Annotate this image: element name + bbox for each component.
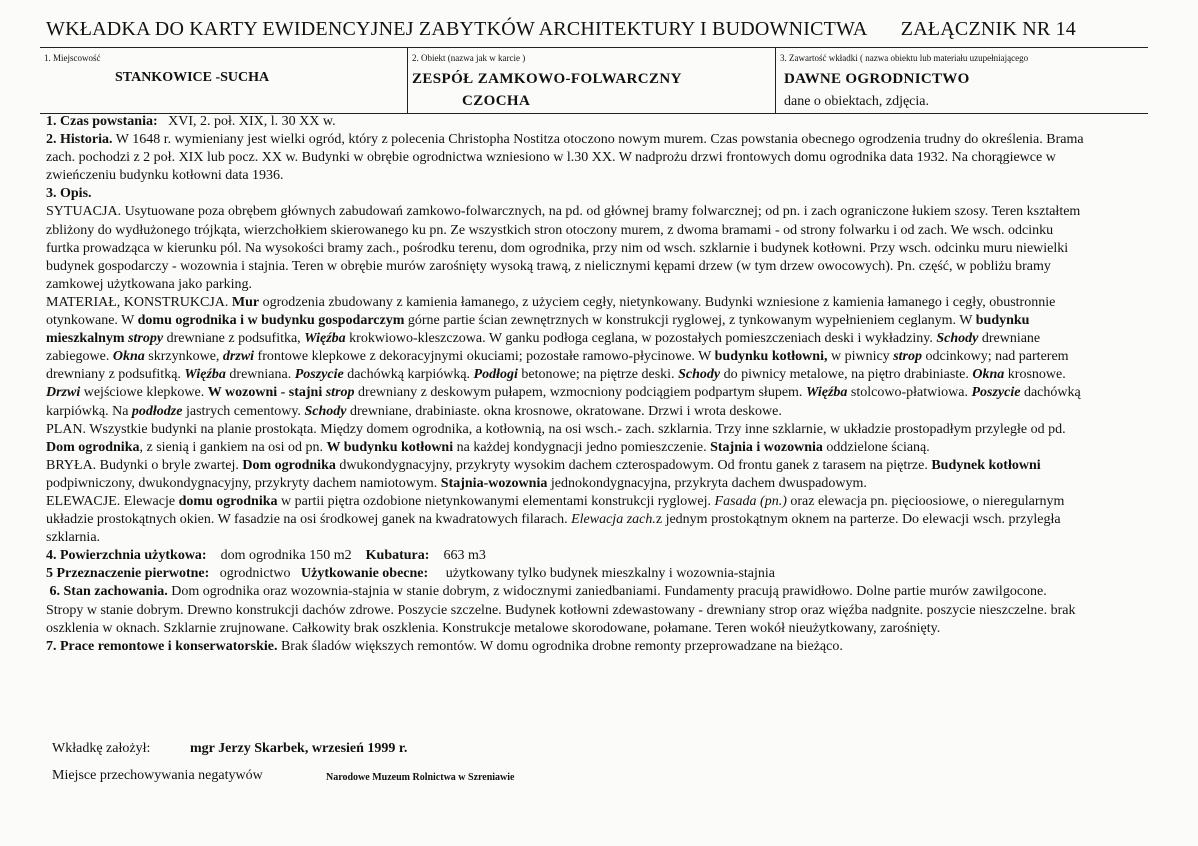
- massing-text-3: podpiwniczony, dwukondygnacyjny, przykryty dachem namiotowym.: [46, 475, 438, 491]
- material-text-19: jastrych cementowy.: [185, 403, 301, 419]
- object-value-line2: CZOCHA: [462, 93, 531, 109]
- material-ceilings: stropy: [128, 331, 164, 347]
- negatives-storage-value: Narodowe Muzeum Rolnictwa w Szreniawie: [326, 772, 515, 783]
- construction-date-value: XVI, 2. poł. XIX, l. 30 XX w.: [168, 114, 336, 129]
- construction-date-label: 1. Czas powstania:: [46, 114, 158, 129]
- plan-stable: Stajnia i wozownia: [710, 439, 823, 455]
- renovation-text: Brak śladów większych remontów. W domu ogrodnika drobne remonty przeprowadzane na bieżąco.: [280, 638, 843, 654]
- material-truss-2: Więźba: [184, 367, 226, 383]
- material-floor-3: podłodze: [131, 403, 183, 419]
- material-floors: Podłogi: [473, 367, 518, 383]
- document-body: [46, 113, 1086, 656]
- elevations-text-3: oraz elewacja pn. pięcioosiowe, o nieregularnym układzie prostokątnych okien. W fasadzie na osi środkowej ganek na kwadratowych filarach.: [46, 493, 1065, 528]
- massing-text-1: BRYŁA. Budynki o bryle zwartej.: [46, 457, 239, 473]
- founder-label: Wkładkę założył:: [52, 741, 151, 756]
- original-purpose-value: ogrodnictwo: [219, 566, 291, 582]
- history-label: 2. Historia.: [46, 132, 113, 148]
- paragraph-situation: SYTUACJA. Usytuowane poza obrębem głównych zabudowań zamkowo-folwarcznych, na pd. od głównej bramy folwarcznej; od pn. i zach ograniczone łukiem szosy. Teren kształtem zbliżony do wydłużonego trójkąta, wierzchołkiem skierowanego ku pn. Ze wszystkich stron otoczony murem, z dwoma bramami - od strony folwarku i od zach. We wsch. odcinku furtka prowadząca w kierunku pól. Na wysokości bramy zach., pośrodku terenu, dom ogrodnika, przy nim od wsch. szklarnie i budynek kotłowni. Przy wsch. odcinku muru niewielki budynek gospodarczy - wozownia i stajnia. Teren w obrębie murów zarośnięty wysoką trawą, z nielicznymi kępami drzew (w tym drzew owocowych). Pn. część, w pobliżu bramy zamkowej użytkowana jako parking.: [46, 204, 1081, 292]
- material-truss: Więźba: [304, 331, 346, 347]
- elevations-text-1: ELEWACJE. Elewacje: [46, 493, 176, 509]
- condition-text: Dom ogrodnika oraz wozownia-stajnia w stanie dobrym, z widocznymi zaniedbaniami. Fundamenty pracują prawidłowo. Dolne partie murów zawilgocone. Stropy w stanie dobrym. Drewno konstrukcji dachów zdrowe. Poszycie szczelne. Budynek kotłowni zdewastowany - drewniany strop oraz więźba nadgnite. poszycie nieszczelne. brak oszklenia w oknach. Szklarnie zrujnowane. Całkowity brak oszklenia. Konstrukcje metalowe skorodowane, połamane. Teren wokół nieużytkowany, zarośnięty.: [46, 584, 1076, 636]
- elevations-house: domu ogrodnika: [178, 493, 278, 509]
- condition-label: 6. Stan zachowania.: [49, 584, 168, 600]
- document-title: WKŁADKA DO KARTY EWIDENCYJNEJ ZABYTKÓW ARCHITEKTURY I BUDOWNICTWA: [46, 18, 868, 40]
- material-text-4: krokwiowo-kleszczowa. W ganku podłoga ceglana, w pozostałych pomieszczeniach deski i wykładziny.: [349, 331, 933, 347]
- material-text-6: skrzynkowe,: [148, 349, 220, 365]
- plan-text-4: oddzielone ścianą.: [826, 439, 930, 455]
- material-text-14: krosnowe.: [1007, 367, 1066, 383]
- locality-value: STANKOWICE -SUCHA: [115, 70, 270, 85]
- annex-number: ZAŁĄCZNIK NR 14: [900, 18, 1076, 40]
- material-boiler: budynku kotłowni,: [714, 349, 828, 365]
- material-coach-house: W wozowni - stajni: [207, 385, 323, 401]
- material-doors: drzwi: [222, 349, 255, 365]
- locality-label: 1. Miejscowość: [44, 53, 101, 63]
- material-text-3: drewniane z podsufitka,: [166, 331, 301, 347]
- material-text-10: drewniana.: [229, 367, 292, 383]
- volume-label: Kubatura:: [365, 548, 430, 564]
- original-purpose-label: 5 Przeznaczenie pierwotne:: [46, 566, 210, 582]
- material-ceiling-3: strop: [325, 385, 355, 401]
- material-ceiling-2: strop: [893, 349, 922, 365]
- material-text-8: w piwnicy: [830, 349, 890, 365]
- object-value-line1: ZESPÓŁ ZAMKOWO-FOLWARCZNY: [412, 71, 682, 87]
- paragraph-massing: [46, 457, 1086, 493]
- object-cell: [407, 48, 775, 113]
- usable-area-label: 4. Powierzchnia użytkowa:: [46, 548, 207, 564]
- material-stairs-3: Schody: [304, 403, 347, 419]
- renovation-label: 7. Prace remontowe i konserwatorskie.: [46, 638, 278, 654]
- content-cell: [775, 48, 1149, 113]
- material-doors-2: Drzwi: [46, 385, 81, 401]
- material-text-16: drewniany z deskowym pułapem, wzmocniony podciągiem podpartym słupem.: [358, 385, 803, 401]
- elevations-text-2: w partii piętra ozdobione nietynkowanymi elementami konstrukcji ryglowej.: [281, 493, 712, 509]
- section-history: [46, 131, 1086, 185]
- massing-text-4: jednokondygnacyjna, przykryta dachem dwuspadowym.: [550, 475, 867, 491]
- massing-stable: Stajnia-wozownia: [440, 475, 548, 491]
- material-text-12: betonowe; na piętrze deski.: [521, 367, 675, 383]
- material-heading: MATERIAŁ, KONSTRUKCJA.: [46, 294, 229, 310]
- material-text-18: dachówką karpiówką. Na: [46, 385, 1081, 419]
- material-text-11: dachówką karpiówką.: [347, 367, 471, 383]
- volume-value: 663 m3: [443, 548, 486, 564]
- section-condition: [46, 583, 1086, 637]
- current-use-value: użytkowany tylko budynek mieszkalny i wozownia-stajnia: [445, 566, 776, 582]
- section-description-heading: [46, 185, 1086, 203]
- material-text-9: odcinkowy; nad parterem drewniany z podsufitką.: [46, 349, 1069, 383]
- section-renovation: [46, 638, 1086, 656]
- material-truss-3: Więźba: [805, 385, 848, 401]
- paragraph-plan: [46, 421, 1086, 457]
- massing-text-2: dwukondygnacyjny, przykryty wysokim dachem czterospadowym. Od frontu ganek z tarasem na piętrze.: [339, 457, 928, 473]
- material-text-15: wejściowe klepkowe.: [83, 385, 205, 401]
- document-header: [46, 18, 1076, 41]
- material-text-7: frontowe klepkowe z dekoracyjnymi okuciami; pozostałe ramowo-płycinowe. W: [257, 349, 712, 365]
- content-value-line1: DAWNE OGRODNICTWO: [784, 71, 970, 87]
- locality-cell: [40, 48, 406, 113]
- header-fields-table: [40, 47, 1148, 114]
- material-residential: budynku mieszkalnym: [46, 313, 1030, 347]
- current-use-label: Użytkowanie obecne:: [301, 566, 429, 582]
- plan-house: Dom ogrodnika: [46, 439, 140, 455]
- material-text-5: drewniane zabiegowe.: [46, 331, 1041, 365]
- paragraph-elevations: [46, 493, 1086, 547]
- material-text-17: stolcowo-płatwiowa.: [850, 385, 968, 401]
- object-label: 2. Obiekt (nazwa jak w karcie ): [412, 53, 526, 63]
- material-buildings: domu ogrodnika i w budynku gospodarczym: [137, 313, 405, 329]
- section-purpose: [46, 565, 1086, 583]
- plan-text-3: na każdej kondygnacji jedno pomieszczenie.: [456, 439, 707, 455]
- material-text-1: ogrodzenia zbudowany z kamienia łamanego, z użyciem cegły, nietynkowany. Budynki wzniesione z kamienia łamanego i cegły, obustronnie otynkowane. W: [46, 294, 1056, 329]
- elevations-text-4: z jednym prostokątnym oknem na parterze. Do elewacji wsch. przyległa szklarnia.: [46, 512, 1061, 546]
- massing-boiler: Budynek kotłowni: [931, 457, 1041, 473]
- section-construction-date: [46, 113, 1086, 131]
- section-usable-area: [46, 547, 1086, 565]
- material-windows-2: Okna: [972, 367, 1005, 383]
- description-label: 3. Opis.: [46, 186, 92, 202]
- usable-area-value: dom ogrodnika 150 m2: [220, 548, 352, 564]
- plan-text-2: , z sienią i gankiem na osi od pn.: [139, 439, 324, 455]
- material-windows: Okna: [112, 349, 145, 365]
- elevations-facade: Fasada (pn.): [714, 493, 787, 509]
- founder-value: mgr Jerzy Skarbek, wrzesień 1999 r.: [190, 741, 408, 756]
- material-text-13: do piwnicy metalowe, na piętro drabiniaste.: [723, 367, 969, 383]
- massing-house: Dom ogrodnika: [242, 457, 336, 473]
- paragraph-material: [46, 294, 1086, 421]
- material-text-2: górne partie ścian zewnętrznych w konstrukcji ryglowej, z tynkowanym wypełnieniem ceglanym. W: [407, 313, 973, 329]
- elevations-west: Elewacja zach.: [571, 512, 656, 528]
- plan-boiler: W budynku kotłowni: [326, 439, 454, 455]
- material-stairs-2: Schody: [678, 367, 721, 383]
- history-text: W 1648 r. wymieniany jest wielki ogród, który z polecenia Christopha Nostitza otoczono nowym murem. Czas powstania obecnego ogrodzenia trudny do określenia. Brama zach. pochodzi z 2 poł. XIX lub pocz. XX w. Budynki w obrębie ogrodnictwa wzniesiono w l.30 XX. W nadprożu drzwi frontowych domu ogrodnika data 1932. Na chorągiewce w zwieńczeniu budynku kotłowni data 1936.: [46, 132, 1084, 184]
- plan-text-1: PLAN. Wszystkie budynki na planie prostokąta. Między domem ogrodnika, a kotłownią, na osi wsch.- zach. szklarnia. Trzy inne szklarnie, w układzie prostopadłym przyległe od pd.: [46, 421, 1066, 437]
- material-text-20: drewniane, drabiniaste. okna krosnowe, okratowane. Drzwi i wrota deskowe.: [349, 403, 782, 419]
- content-label: 3. Zawartość wkładki ( nazwa obiektu lub materiału uzupełniającego: [780, 53, 1029, 63]
- material-roofing: Poszycie: [294, 367, 344, 383]
- material-roofing-2: Poszycie: [971, 385, 1021, 401]
- content-value-line2: dane o obiektach, zdjęcia.: [784, 94, 929, 109]
- negatives-storage-label: Miejsce przechowywania negatywów: [52, 768, 263, 783]
- material-wall: Mur: [231, 294, 260, 310]
- material-stairs: Schody: [936, 331, 979, 347]
